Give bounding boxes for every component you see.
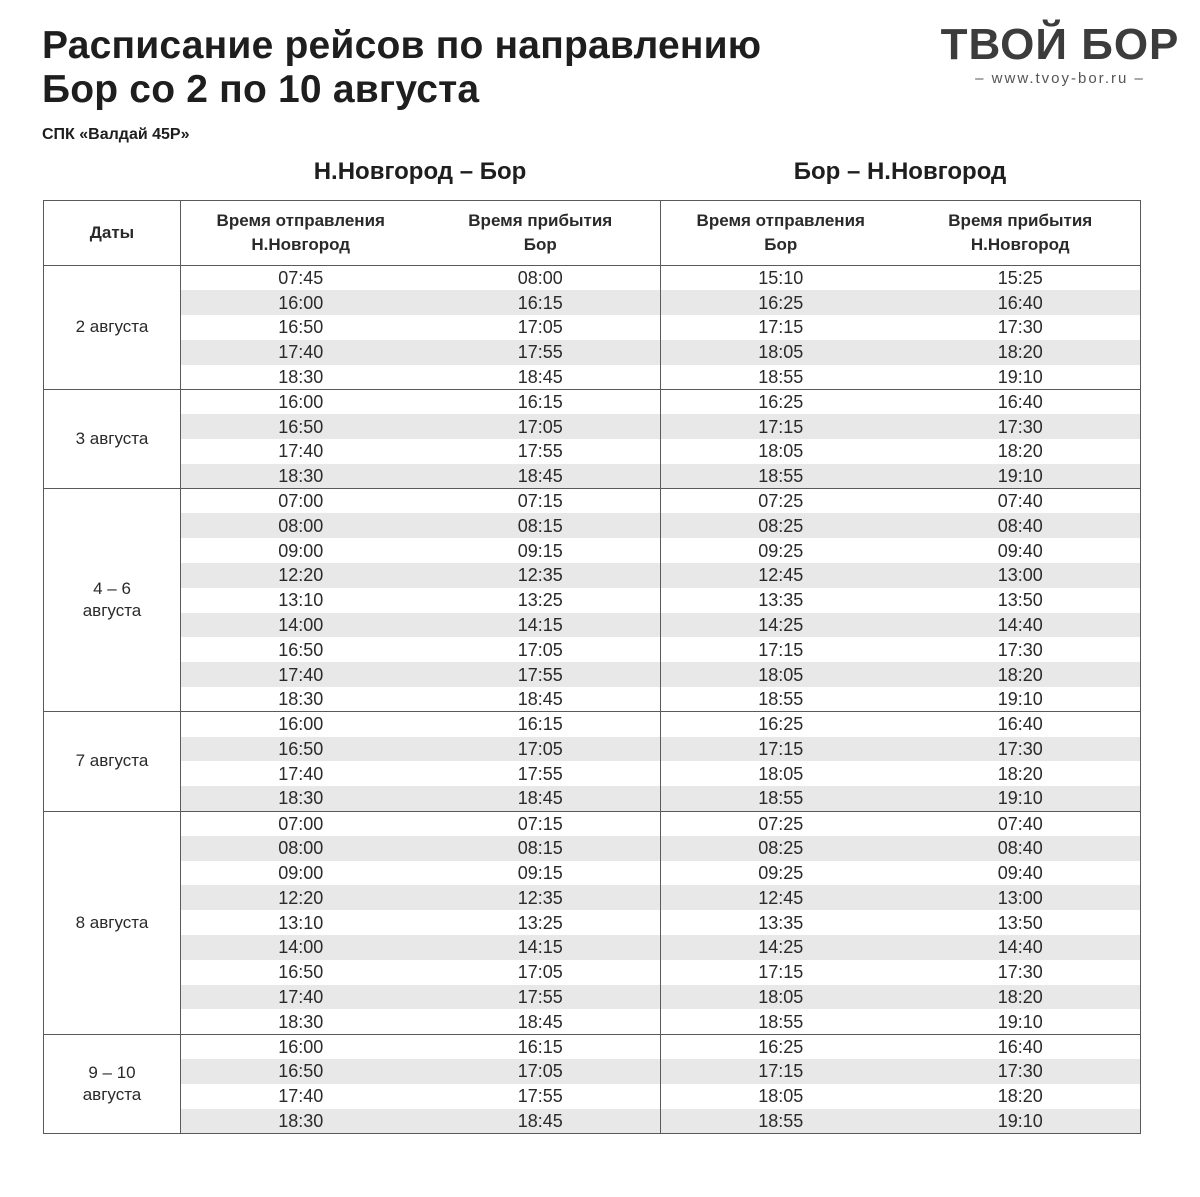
time-cell-departure-nnovgorod: 18:30 xyxy=(181,1109,421,1134)
time-cell-arrival-nnovgorod: 19:10 xyxy=(997,366,1043,387)
time-cell-arrival-nnovgorod: 19:10 xyxy=(901,464,1141,489)
time-cell-departure-nnovgorod: 16:50 xyxy=(181,1059,421,1084)
table-row xyxy=(44,737,1141,762)
time-cell-arrival-nnovgorod: 18:20 xyxy=(901,340,1141,365)
time-cell-arrival-bor: 14:15 xyxy=(421,935,661,960)
time-cell-arrival-nnovgorod: 16:40 xyxy=(901,290,1141,315)
time-cell-departure-bor: 14:25 xyxy=(661,935,901,960)
time-cell-departure-nnovgorod: 18:30 xyxy=(181,464,421,489)
time-cell-arrival-nnovgorod: 18:20 xyxy=(901,985,1141,1010)
table-row xyxy=(44,885,1141,910)
time-cell-arrival-nnovgorod: 14:40 xyxy=(901,935,1141,960)
table-row xyxy=(44,1109,1141,1134)
time-cell-departure-nnovgorod: 18:30 xyxy=(278,689,324,710)
schedule-table xyxy=(43,200,1141,1134)
header-text-line: Даты xyxy=(89,223,135,242)
time-cell-arrival-bor: 07:15 xyxy=(421,811,661,836)
time-cell-departure-bor: 18:05 xyxy=(758,763,804,784)
schedule-body xyxy=(44,266,1141,1134)
date-text-line: 2 августа xyxy=(75,317,149,337)
brand-url: – www.tvoy-bor.ru – xyxy=(975,70,1145,87)
table-row xyxy=(44,588,1141,613)
table-row xyxy=(44,1009,1141,1034)
time-cell-arrival-nnovgorod: 16:40 xyxy=(901,712,1141,737)
time-cell-departure-bor: 18:55 xyxy=(758,366,804,387)
table-row xyxy=(44,761,1141,786)
time-cell-arrival-nnovgorod: 14:40 xyxy=(901,613,1141,638)
time-cell-departure-nnovgorod: 14:00 xyxy=(181,935,421,960)
time-cell-departure-nnovgorod: 12:20 xyxy=(181,563,421,588)
time-cell-departure-bor: 13:35 xyxy=(758,590,804,611)
time-cell-arrival-bor: 17:55 xyxy=(421,340,661,365)
time-cell-departure-bor: 12:45 xyxy=(661,563,901,588)
time-cell-arrival-nnovgorod: 13:00 xyxy=(901,885,1141,910)
time-cell-arrival-bor: 17:05 xyxy=(421,637,661,662)
time-cell-departure-bor: 07:25 xyxy=(661,811,901,836)
table-row xyxy=(44,1034,1141,1059)
header-dates xyxy=(44,201,181,266)
time-cell-arrival-nnovgorod: 18:20 xyxy=(901,662,1141,687)
table-row xyxy=(44,662,1141,687)
schedule-header-row xyxy=(44,201,1141,266)
time-cell-arrival-bor: 08:00 xyxy=(421,266,661,291)
time-cell-departure-nnovgorod: 14:00 xyxy=(181,613,421,638)
time-cell-arrival-nnovgorod: 13:50 xyxy=(997,912,1043,933)
table-row xyxy=(44,464,1141,489)
time-cell-departure-bor: 18:05 xyxy=(661,662,901,687)
vessel-name: СПК «Валдай 45Р» xyxy=(42,126,190,143)
time-cell-departure-nnovgorod: 16:00 xyxy=(181,1034,421,1059)
table-row xyxy=(44,861,1141,886)
time-cell-departure-bor: 12:45 xyxy=(661,885,901,910)
date-text-line: 8 августа xyxy=(75,912,149,932)
time-cell-departure-bor: 17:15 xyxy=(661,1059,901,1084)
title-line-2: Бор со 2 по 10 августа xyxy=(42,68,480,111)
time-cell-departure-nnovgorod: 18:30 xyxy=(278,366,324,387)
table-row xyxy=(44,637,1141,662)
time-cell-departure-bor: 17:15 xyxy=(661,414,901,439)
header-departure-nnovgorod xyxy=(181,201,421,266)
table-row xyxy=(44,340,1141,365)
time-cell-departure-nnovgorod: 17:40 xyxy=(278,441,324,462)
time-cell-arrival-bor: 17:05 xyxy=(421,315,661,340)
time-cell-arrival-bor: 18:45 xyxy=(421,786,661,811)
header-arrival-nnovgorod xyxy=(901,201,1141,266)
time-cell-arrival-bor: 17:55 xyxy=(421,985,661,1010)
time-cell-arrival-bor: 18:45 xyxy=(421,365,661,390)
time-cell-departure-nnovgorod: 17:40 xyxy=(181,985,421,1010)
time-cell-arrival-bor: 18:45 xyxy=(421,1009,661,1034)
header-text-line: Н.Новгород xyxy=(251,235,351,254)
header-text-line: Время отправления xyxy=(216,211,385,230)
table-row xyxy=(44,960,1141,985)
time-cell-arrival-bor: 16:15 xyxy=(421,1034,661,1059)
time-cell-departure-bor: 18:05 xyxy=(661,985,901,1010)
time-cell-departure-bor: 18:55 xyxy=(758,689,804,710)
time-cell-arrival-bor: 17:55 xyxy=(421,439,661,464)
time-cell-departure-nnovgorod: 09:00 xyxy=(278,863,324,884)
table-row xyxy=(44,290,1141,315)
time-cell-departure-bor: 18:05 xyxy=(758,441,804,462)
date-text-line: 4 – 6 xyxy=(93,579,131,599)
table-row xyxy=(44,315,1141,340)
time-cell-arrival-bor: 08:15 xyxy=(421,836,661,861)
time-cell-arrival-nnovgorod: 18:20 xyxy=(997,441,1043,462)
time-cell-departure-bor: 18:55 xyxy=(758,1011,804,1032)
time-cell-departure-nnovgorod: 07:00 xyxy=(181,489,421,514)
time-cell-departure-bor: 18:55 xyxy=(661,786,901,811)
time-cell-departure-nnovgorod: 16:50 xyxy=(181,414,421,439)
table-row xyxy=(44,365,1141,390)
header-text-line: Время прибытия xyxy=(468,211,613,230)
table-row xyxy=(44,513,1141,538)
time-cell-arrival-bor: 17:55 xyxy=(421,761,661,786)
time-cell-arrival-nnovgorod: 17:30 xyxy=(901,737,1141,762)
table-row xyxy=(44,563,1141,588)
table-row xyxy=(44,935,1141,960)
page-title xyxy=(42,24,761,112)
time-cell-departure-bor: 08:25 xyxy=(661,836,901,861)
time-cell-departure-bor: 14:25 xyxy=(661,613,901,638)
time-cell-arrival-bor: 13:25 xyxy=(421,910,661,935)
time-cell-arrival-bor: 09:15 xyxy=(421,861,661,886)
time-cell-arrival-nnovgorod: 17:30 xyxy=(997,639,1043,660)
time-cell-arrival-bor: 08:15 xyxy=(421,513,661,538)
time-cell-departure-bor: 17:15 xyxy=(758,317,804,338)
time-cell-departure-nnovgorod: 17:40 xyxy=(181,662,421,687)
time-cell-arrival-nnovgorod: 19:10 xyxy=(997,1011,1043,1032)
time-cell-departure-nnovgorod: 13:10 xyxy=(278,590,324,611)
time-cell-departure-nnovgorod: 08:00 xyxy=(181,836,421,861)
date-text-line: августа xyxy=(82,601,142,621)
table-row xyxy=(44,910,1141,935)
date-cell xyxy=(44,811,181,1034)
time-cell-departure-nnovgorod: 16:50 xyxy=(278,962,324,983)
time-cell-departure-nnovgorod: 07:00 xyxy=(181,811,421,836)
header-text-line: Н.Новгород xyxy=(970,235,1070,254)
header-arrival-bor xyxy=(421,201,661,266)
header-text-line: Время отправления xyxy=(696,211,865,230)
time-cell-arrival-bor: 07:15 xyxy=(421,489,661,514)
time-cell-arrival-bor: 17:05 xyxy=(421,414,661,439)
time-cell-arrival-bor: 17:05 xyxy=(421,1059,661,1084)
time-cell-arrival-bor: 12:35 xyxy=(421,563,661,588)
time-cell-departure-nnovgorod: 18:30 xyxy=(278,1011,324,1032)
time-cell-arrival-bor: 09:15 xyxy=(421,538,661,563)
date-cell xyxy=(44,489,181,712)
header-text-line: Время прибытия xyxy=(948,211,1093,230)
time-cell-departure-bor: 17:15 xyxy=(661,737,901,762)
table-row xyxy=(44,489,1141,514)
table-row xyxy=(44,687,1141,712)
time-cell-departure-nnovgorod: 12:20 xyxy=(181,885,421,910)
table-row xyxy=(44,712,1141,737)
time-cell-arrival-nnovgorod: 09:40 xyxy=(997,540,1043,561)
time-cell-arrival-nnovgorod: 13:00 xyxy=(901,563,1141,588)
time-cell-departure-nnovgorod: 16:50 xyxy=(278,317,324,338)
time-cell-arrival-nnovgorod: 18:20 xyxy=(997,763,1043,784)
date-text-line: 9 – 10 xyxy=(88,1062,136,1082)
time-cell-departure-nnovgorod: 13:10 xyxy=(278,912,324,933)
time-cell-arrival-bor: 17:05 xyxy=(421,960,661,985)
time-cell-departure-nnovgorod: 17:40 xyxy=(181,340,421,365)
time-cell-departure-nnovgorod: 07:45 xyxy=(278,268,324,289)
date-cell xyxy=(44,1034,181,1133)
date-cell xyxy=(44,266,181,390)
time-cell-arrival-nnovgorod: 08:40 xyxy=(901,836,1141,861)
time-cell-departure-bor: 18:05 xyxy=(661,340,901,365)
time-cell-departure-bor: 16:25 xyxy=(661,1034,901,1059)
header-text-line: Бор xyxy=(764,235,798,254)
time-cell-arrival-bor: 17:55 xyxy=(421,662,661,687)
time-cell-departure-bor: 16:25 xyxy=(661,389,901,414)
time-cell-departure-bor: 16:25 xyxy=(661,712,901,737)
time-cell-arrival-bor: 13:25 xyxy=(421,588,661,613)
date-text-line: 3 августа xyxy=(75,429,149,449)
time-cell-departure-nnovgorod: 16:00 xyxy=(181,389,421,414)
table-row xyxy=(44,985,1141,1010)
time-cell-departure-nnovgorod: 16:50 xyxy=(278,639,324,660)
header-text-line: Бор xyxy=(523,235,557,254)
time-cell-arrival-bor: 18:45 xyxy=(421,1109,661,1134)
time-cell-departure-bor: 17:15 xyxy=(758,962,804,983)
time-cell-arrival-nnovgorod: 19:10 xyxy=(997,689,1043,710)
time-cell-departure-bor: 18:55 xyxy=(661,1109,901,1134)
time-cell-departure-nnovgorod: 16:00 xyxy=(181,712,421,737)
time-cell-arrival-nnovgorod: 16:40 xyxy=(901,1034,1141,1059)
date-text-line: 7 августа xyxy=(75,751,149,771)
time-cell-departure-nnovgorod: 17:40 xyxy=(278,1086,324,1107)
time-cell-departure-bor: 13:35 xyxy=(758,912,804,933)
time-cell-arrival-nnovgorod: 17:30 xyxy=(997,962,1043,983)
date-cell xyxy=(44,389,181,488)
time-cell-arrival-nnovgorod: 15:25 xyxy=(997,268,1043,289)
time-cell-arrival-nnovgorod: 07:40 xyxy=(901,489,1141,514)
brand-logo xyxy=(940,22,1180,87)
time-cell-arrival-bor: 18:45 xyxy=(421,687,661,712)
time-cell-departure-bor: 17:15 xyxy=(758,639,804,660)
header-departure-bor xyxy=(661,201,901,266)
time-cell-departure-bor: 16:25 xyxy=(661,290,901,315)
table-row xyxy=(44,266,1141,291)
time-cell-departure-bor: 09:25 xyxy=(758,540,804,561)
direction-heading-to-nnovgorod: Бор – Н.Новгород xyxy=(793,158,1007,185)
time-cell-arrival-nnovgorod: 17:30 xyxy=(901,1059,1141,1084)
time-cell-arrival-bor: 16:15 xyxy=(421,389,661,414)
time-cell-departure-nnovgorod: 18:30 xyxy=(181,786,421,811)
table-row xyxy=(44,836,1141,861)
time-cell-arrival-bor: 16:15 xyxy=(421,290,661,315)
title-line-1: Расписание рейсов по направлению xyxy=(42,24,762,67)
time-cell-departure-nnovgorod: 16:00 xyxy=(181,290,421,315)
table-row xyxy=(44,811,1141,836)
time-cell-departure-bor: 18:55 xyxy=(661,464,901,489)
time-cell-arrival-bor: 17:05 xyxy=(421,737,661,762)
time-cell-arrival-nnovgorod: 18:20 xyxy=(997,1086,1043,1107)
time-cell-departure-nnovgorod: 08:00 xyxy=(181,513,421,538)
table-row xyxy=(44,414,1141,439)
time-cell-arrival-nnovgorod: 07:40 xyxy=(901,811,1141,836)
table-row xyxy=(44,786,1141,811)
time-cell-departure-nnovgorod: 09:00 xyxy=(278,540,324,561)
time-cell-arrival-nnovgorod: 16:40 xyxy=(901,389,1141,414)
time-cell-arrival-bor: 14:15 xyxy=(421,613,661,638)
time-cell-arrival-nnovgorod: 09:40 xyxy=(997,863,1043,884)
table-row xyxy=(44,1059,1141,1084)
direction-heading-to-bor: Н.Новгород – Бор xyxy=(313,158,527,185)
date-text-line: августа xyxy=(82,1084,142,1104)
time-cell-departure-bor: 15:10 xyxy=(758,268,804,289)
time-cell-arrival-nnovgorod: 19:10 xyxy=(901,786,1141,811)
time-cell-departure-nnovgorod: 17:40 xyxy=(278,763,324,784)
table-row xyxy=(44,613,1141,638)
time-cell-departure-bor: 09:25 xyxy=(758,863,804,884)
time-cell-departure-bor: 07:25 xyxy=(661,489,901,514)
time-cell-arrival-bor: 17:55 xyxy=(421,1084,661,1109)
table-row xyxy=(44,1084,1141,1109)
table-row xyxy=(44,439,1141,464)
time-cell-arrival-nnovgorod: 17:30 xyxy=(997,317,1043,338)
time-cell-arrival-bor: 16:15 xyxy=(421,712,661,737)
table-row xyxy=(44,538,1141,563)
time-cell-arrival-nnovgorod: 08:40 xyxy=(901,513,1141,538)
time-cell-arrival-nnovgorod: 13:50 xyxy=(997,590,1043,611)
date-cell xyxy=(44,712,181,811)
time-cell-arrival-bor: 12:35 xyxy=(421,885,661,910)
time-cell-arrival-bor: 18:45 xyxy=(421,464,661,489)
brand-name: ТВОЙ БОР xyxy=(940,20,1180,69)
time-cell-departure-bor: 18:05 xyxy=(758,1086,804,1107)
time-cell-departure-nnovgorod: 16:50 xyxy=(181,737,421,762)
time-cell-arrival-nnovgorod: 17:30 xyxy=(901,414,1141,439)
time-cell-arrival-nnovgorod: 19:10 xyxy=(901,1109,1141,1134)
time-cell-departure-bor: 08:25 xyxy=(661,513,901,538)
table-row xyxy=(44,389,1141,414)
